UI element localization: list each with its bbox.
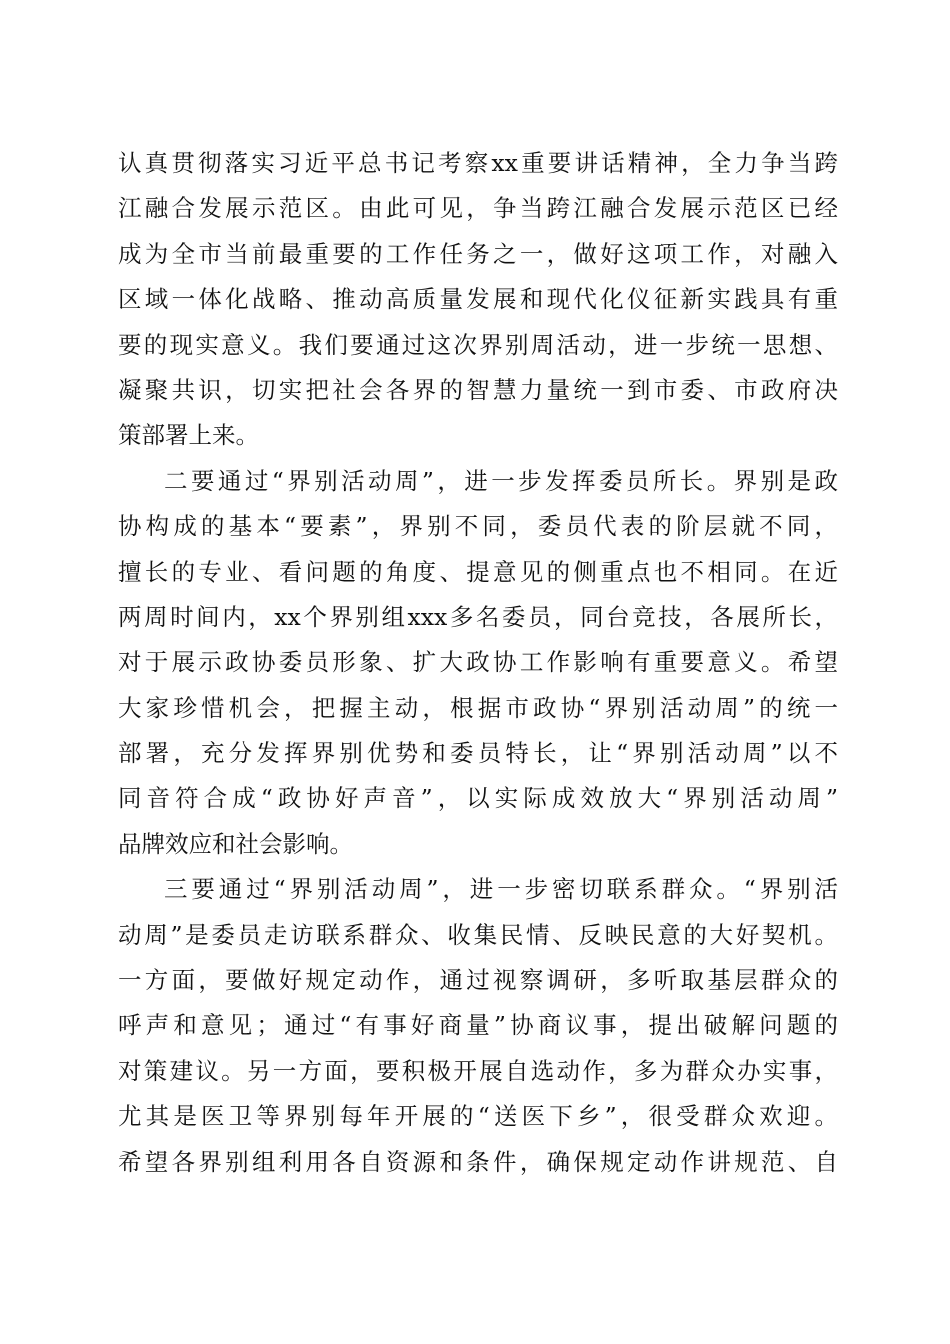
text-line: 大家珍惜机会，把握主动，根据市政协“界别活动周”的统一: [118, 693, 838, 722]
paragraph-continuation: [118, 141, 838, 459]
text-line: 擅长的专业、看问题的角度、提意见的侧重点也不相同。在近: [118, 557, 838, 586]
text-line: 同音符合成“政协好声音”，以实际成效放大“界别活动周”: [118, 784, 838, 813]
text-line: 认真贯彻落实习近平总书记考察xx重要讲话精神，全力争当跨: [118, 149, 838, 177]
text-line: 区域一体化战略、推动高质量发展和现代化仪征新实践具有重: [118, 285, 838, 314]
text-line: 策部署上来。: [118, 421, 259, 450]
text-line: 江融合发展示范区。由此可见，争当跨江融合发展示范区已经: [118, 194, 838, 223]
text-line: 呼声和意见；通过“有事好商量”协商议事，提出破解问题的: [118, 1011, 838, 1040]
text-line: 凝聚共识，切实把社会各界的智慧力量统一到市委、市政府决: [118, 375, 838, 404]
paragraph-point-three: [118, 867, 838, 1185]
document-body: [118, 141, 838, 1185]
text-line: 二要通过“界别活动周”，进一步发挥委员所长。界别是政: [164, 466, 838, 495]
text-line: 成为全市当前最重要的工作任务之一，做好这项工作，对融入: [118, 239, 838, 268]
text-line: 尤其是医卫等界别每年开展的“送医下乡”，很受群众欢迎。: [118, 1102, 838, 1131]
text-line: 对于展示政协委员形象、扩大政协工作影响有重要意义。希望: [118, 648, 838, 677]
text-line: 部署，充分发挥界别优势和委员特长，让“界别活动周”以不: [118, 739, 838, 768]
text-line: 动周”是委员走访联系群众、收集民情、反映民意的大好契机。: [118, 920, 838, 949]
text-line: 协构成的基本“要素”，界别不同，委员代表的阶层就不同，: [118, 512, 838, 541]
text-line: 一方面，要做好规定动作，通过视察调研，多听取基层群众的: [118, 966, 838, 995]
text-line: 品牌效应和社会影响。: [118, 829, 353, 858]
text-line: 两周时间内，xx个界别组xxx多名委员，同台竞技，各展所长，: [118, 602, 838, 631]
text-line: 三要通过“界别活动周”，进一步密切联系群众。“界别活: [164, 875, 838, 904]
text-line: 对策建议。另一方面，要积极开展自选动作，多为群众办实事，: [118, 1056, 838, 1085]
text-line: 希望各界别组利用各自资源和条件，确保规定动作讲规范、自: [118, 1147, 838, 1176]
paragraph-point-two: [118, 459, 838, 868]
text-line: 要的现实意义。我们要通过这次界别周活动，进一步统一思想、: [118, 330, 838, 359]
